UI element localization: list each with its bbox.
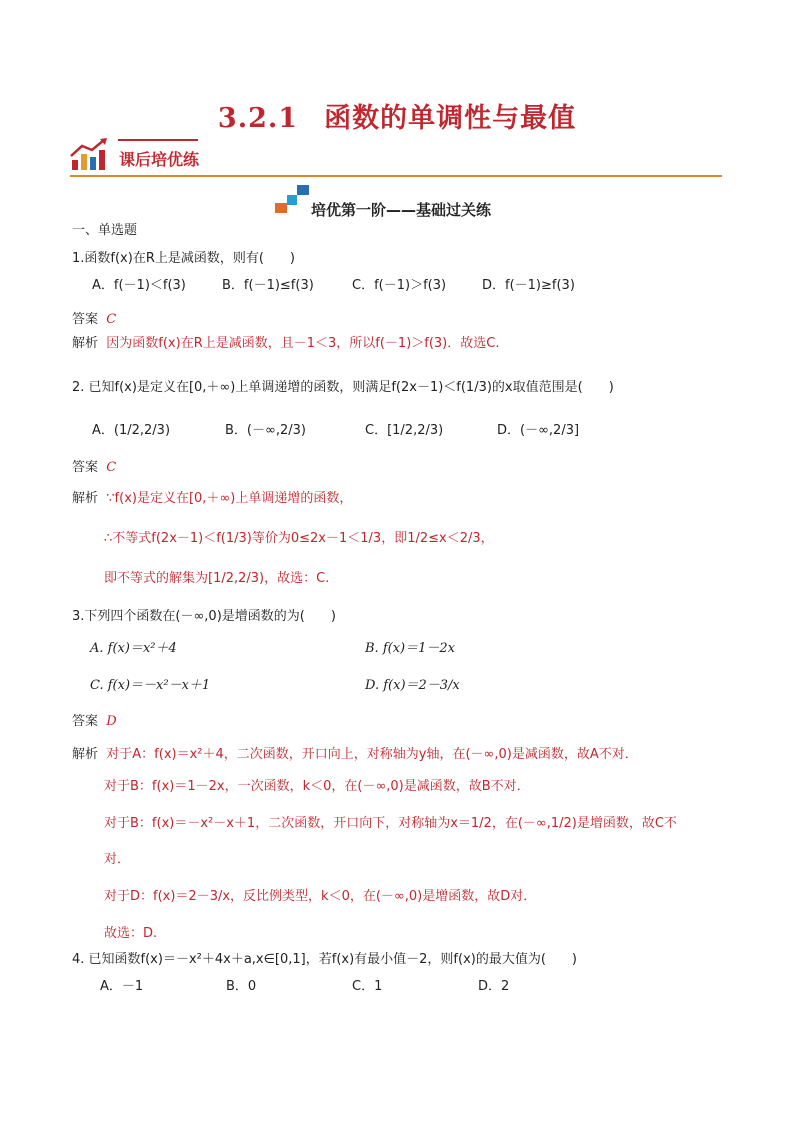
question-type-heading: 一、单选题 xyxy=(72,223,138,238)
q3-stem: 3.下列四个函数在(－∞,0)是增函数的为( ) xyxy=(72,609,336,624)
growth-chart-icon xyxy=(70,138,110,172)
q2-analysis-line-1 xyxy=(72,490,352,508)
analysis-label: 解析 xyxy=(72,747,99,762)
analysis-label: 解析 xyxy=(72,491,99,506)
analysis-label: 解析 xyxy=(72,336,99,351)
q1-stem: 1.函数f(x)在R上是减函数，则有( ) xyxy=(72,251,295,266)
q4-option-b: B．0 xyxy=(226,979,257,994)
q4-option-c: C．1 xyxy=(352,979,383,994)
section-number: 3.2.1 xyxy=(217,103,299,134)
q3-answer xyxy=(72,713,117,731)
header-divider xyxy=(70,175,722,177)
q1-option-a: A．f(－1)＜f(3) xyxy=(92,278,186,293)
q3-option-c: C. f(x)＝－x²－x＋1 xyxy=(90,678,211,693)
q3-option-a: A. f(x)＝x²＋4 xyxy=(90,641,177,656)
q1-answer xyxy=(72,311,116,329)
q1-option-c: C．f(－1)＞f(3) xyxy=(352,278,447,293)
q2-answer xyxy=(72,459,116,477)
q3-analysis-line-5: 故选：D. xyxy=(104,926,158,941)
title-text: 函数的单调性与最值 xyxy=(324,103,577,134)
analysis-text: 对于A：f(x)＝x²＋4，二次函数，开口向上，对称轴为y轴，在(－∞,0)是减函数，故A不对． xyxy=(106,747,638,762)
answer-value: C xyxy=(106,312,117,327)
q3-analysis-line-3: 对于B：f(x)＝－x²－x＋1，二次函数，开口向下，对称轴为x＝1/2，在(－∞,1/2)是增函数，故C不 xyxy=(104,816,677,831)
answer-label: 答案 xyxy=(72,312,99,327)
q2-analysis-line-3: 即不等式的解集为[1/2,2/3)，故选：C. xyxy=(104,571,330,586)
q3-option-b: B. f(x)＝1－2x xyxy=(365,641,455,656)
q1-option-d: D．f(－1)≥f(3) xyxy=(482,278,575,293)
q2-stem: 2. 已知f(x)是定义在[0,＋∞)上单调递增的函数，则满足f(2x－1)＜f(1/3)的x取值范围是( ) xyxy=(72,380,614,395)
q1-option-b: B．f(－1)≤f(3) xyxy=(222,278,314,293)
answer-value: D xyxy=(106,714,117,729)
q1-analysis xyxy=(72,335,499,353)
analysis-text: ∵f(x)是定义在[0,＋∞)上单调递增的函数， xyxy=(106,491,353,506)
q3-analysis-line-3b: 对． xyxy=(104,852,131,867)
section-title: 培优第一阶——基础过关练 xyxy=(311,201,492,219)
q2-option-c: C．[1/2,2/3) xyxy=(365,423,444,438)
q2-option-b: B．(－∞,2/3) xyxy=(225,423,306,438)
stair-blocks-icon xyxy=(275,183,309,213)
q2-option-d: D．(－∞,2/3] xyxy=(497,423,580,438)
q2-option-a: A．(1/2,2/3) xyxy=(92,423,171,438)
header-label: 课后培优练 xyxy=(119,150,200,169)
answer-value: C xyxy=(106,460,117,475)
page-title xyxy=(0,96,794,135)
answer-label: 答案 xyxy=(72,460,99,475)
answer-label: 答案 xyxy=(72,714,99,729)
q3-analysis-line-2: 对于B：f(x)＝1－2x，一次函数，k＜0，在(－∞,0)是减函数，故B不对． xyxy=(104,779,530,794)
q3-option-d: D. f(x)＝2－3/x xyxy=(365,678,460,693)
q2-analysis-line-2: ∴不等式f(2x－1)＜f(1/3)等价为0≤2x－1＜1/3，即1/2≤x＜2/3， xyxy=(104,531,494,546)
q4-option-a: A．－1 xyxy=(100,979,144,994)
q3-analysis-line-4: 对于D：f(x)＝2－3/x，反比例类型，k＜0，在(－∞,0)是增函数，故D对． xyxy=(104,889,537,904)
header-accent-line xyxy=(118,139,198,141)
q4-stem: 4. 已知函数f(x)＝－x²＋4x＋a,x∈[0,1]，若f(x)有最小值－2，则f(x)的最大值为( ) xyxy=(72,952,577,967)
q4-option-d: D．2 xyxy=(478,979,510,994)
q3-analysis-line-1 xyxy=(72,746,638,764)
analysis-text: 因为函数f(x)在R上是减函数，且－1＜3，所以f(－1)＞f(3)．故选C. xyxy=(106,336,500,351)
